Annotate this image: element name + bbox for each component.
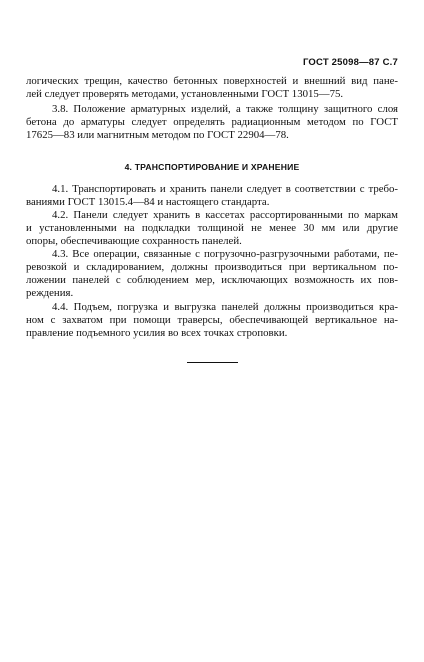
text-line: ревозкой и складированием, должны производиться при вертикальном по- [26, 261, 398, 273]
text-line: 3.8. Положение арматурных изделий, а также толщину защитного слоя [52, 103, 398, 115]
text-line: лей следует проверять методами, установленными ГОСТ 13015—75. [26, 88, 344, 100]
text-line: бетона до арматуры следует определять радиационным методом по ГОСТ [26, 116, 398, 128]
text-line: ном с захватом при помощи траверсы, обеспечивающей вертикальное на- [26, 314, 398, 326]
text-line: и установленными на подкладки толщиной не менее 30 мм или другие [26, 222, 398, 234]
paragraph-4-1 [26, 183, 398, 209]
paragraph-4-3 [26, 248, 398, 300]
text-line: ложении панелей с соблюдением мер, исключающих возможность их пов- [26, 274, 398, 286]
text-line: 4.2. Панели следует хранить в кассетах рассортированными по маркам [52, 209, 398, 221]
text-line: 4.3. Все операции, связанные с погрузочно-разгрузочными работами, пе- [52, 248, 398, 260]
section-title: 4. ТРАНСПОРТИРОВАНИЕ И ХРАНЕНИЕ [124, 162, 300, 172]
text-line: реждения. [26, 287, 74, 299]
text-line: 4.4. Подъем, погрузка и выгрузка панелей должны производиться кра- [52, 301, 398, 313]
text-line: 17625—83 или магнитным методом по ГОСТ 22904—78. [26, 129, 289, 141]
continuation-paragraph [26, 75, 398, 101]
text-line: логических трещин, качество бетонных поверхностей и внешний вид пане- [26, 75, 398, 87]
end-divider [187, 362, 238, 363]
text-line: 4.1. Транспортировать и хранить панели следует в соответствии с требо- [52, 183, 398, 195]
text-line: ваниями ГОСТ 13015.4—84 и настоящего стандарта. [26, 196, 270, 208]
text-line: правление подъемного усилия во всех точках строповки. [26, 327, 288, 339]
text-line: опоры, обеспечивающие сохранность панелей. [26, 235, 242, 247]
paragraph-4-2 [26, 209, 398, 248]
page-header: ГОСТ 25098—87 С.7 [302, 57, 398, 68]
paragraph-4-4 [26, 301, 398, 340]
paragraph-3-8 [26, 103, 398, 142]
